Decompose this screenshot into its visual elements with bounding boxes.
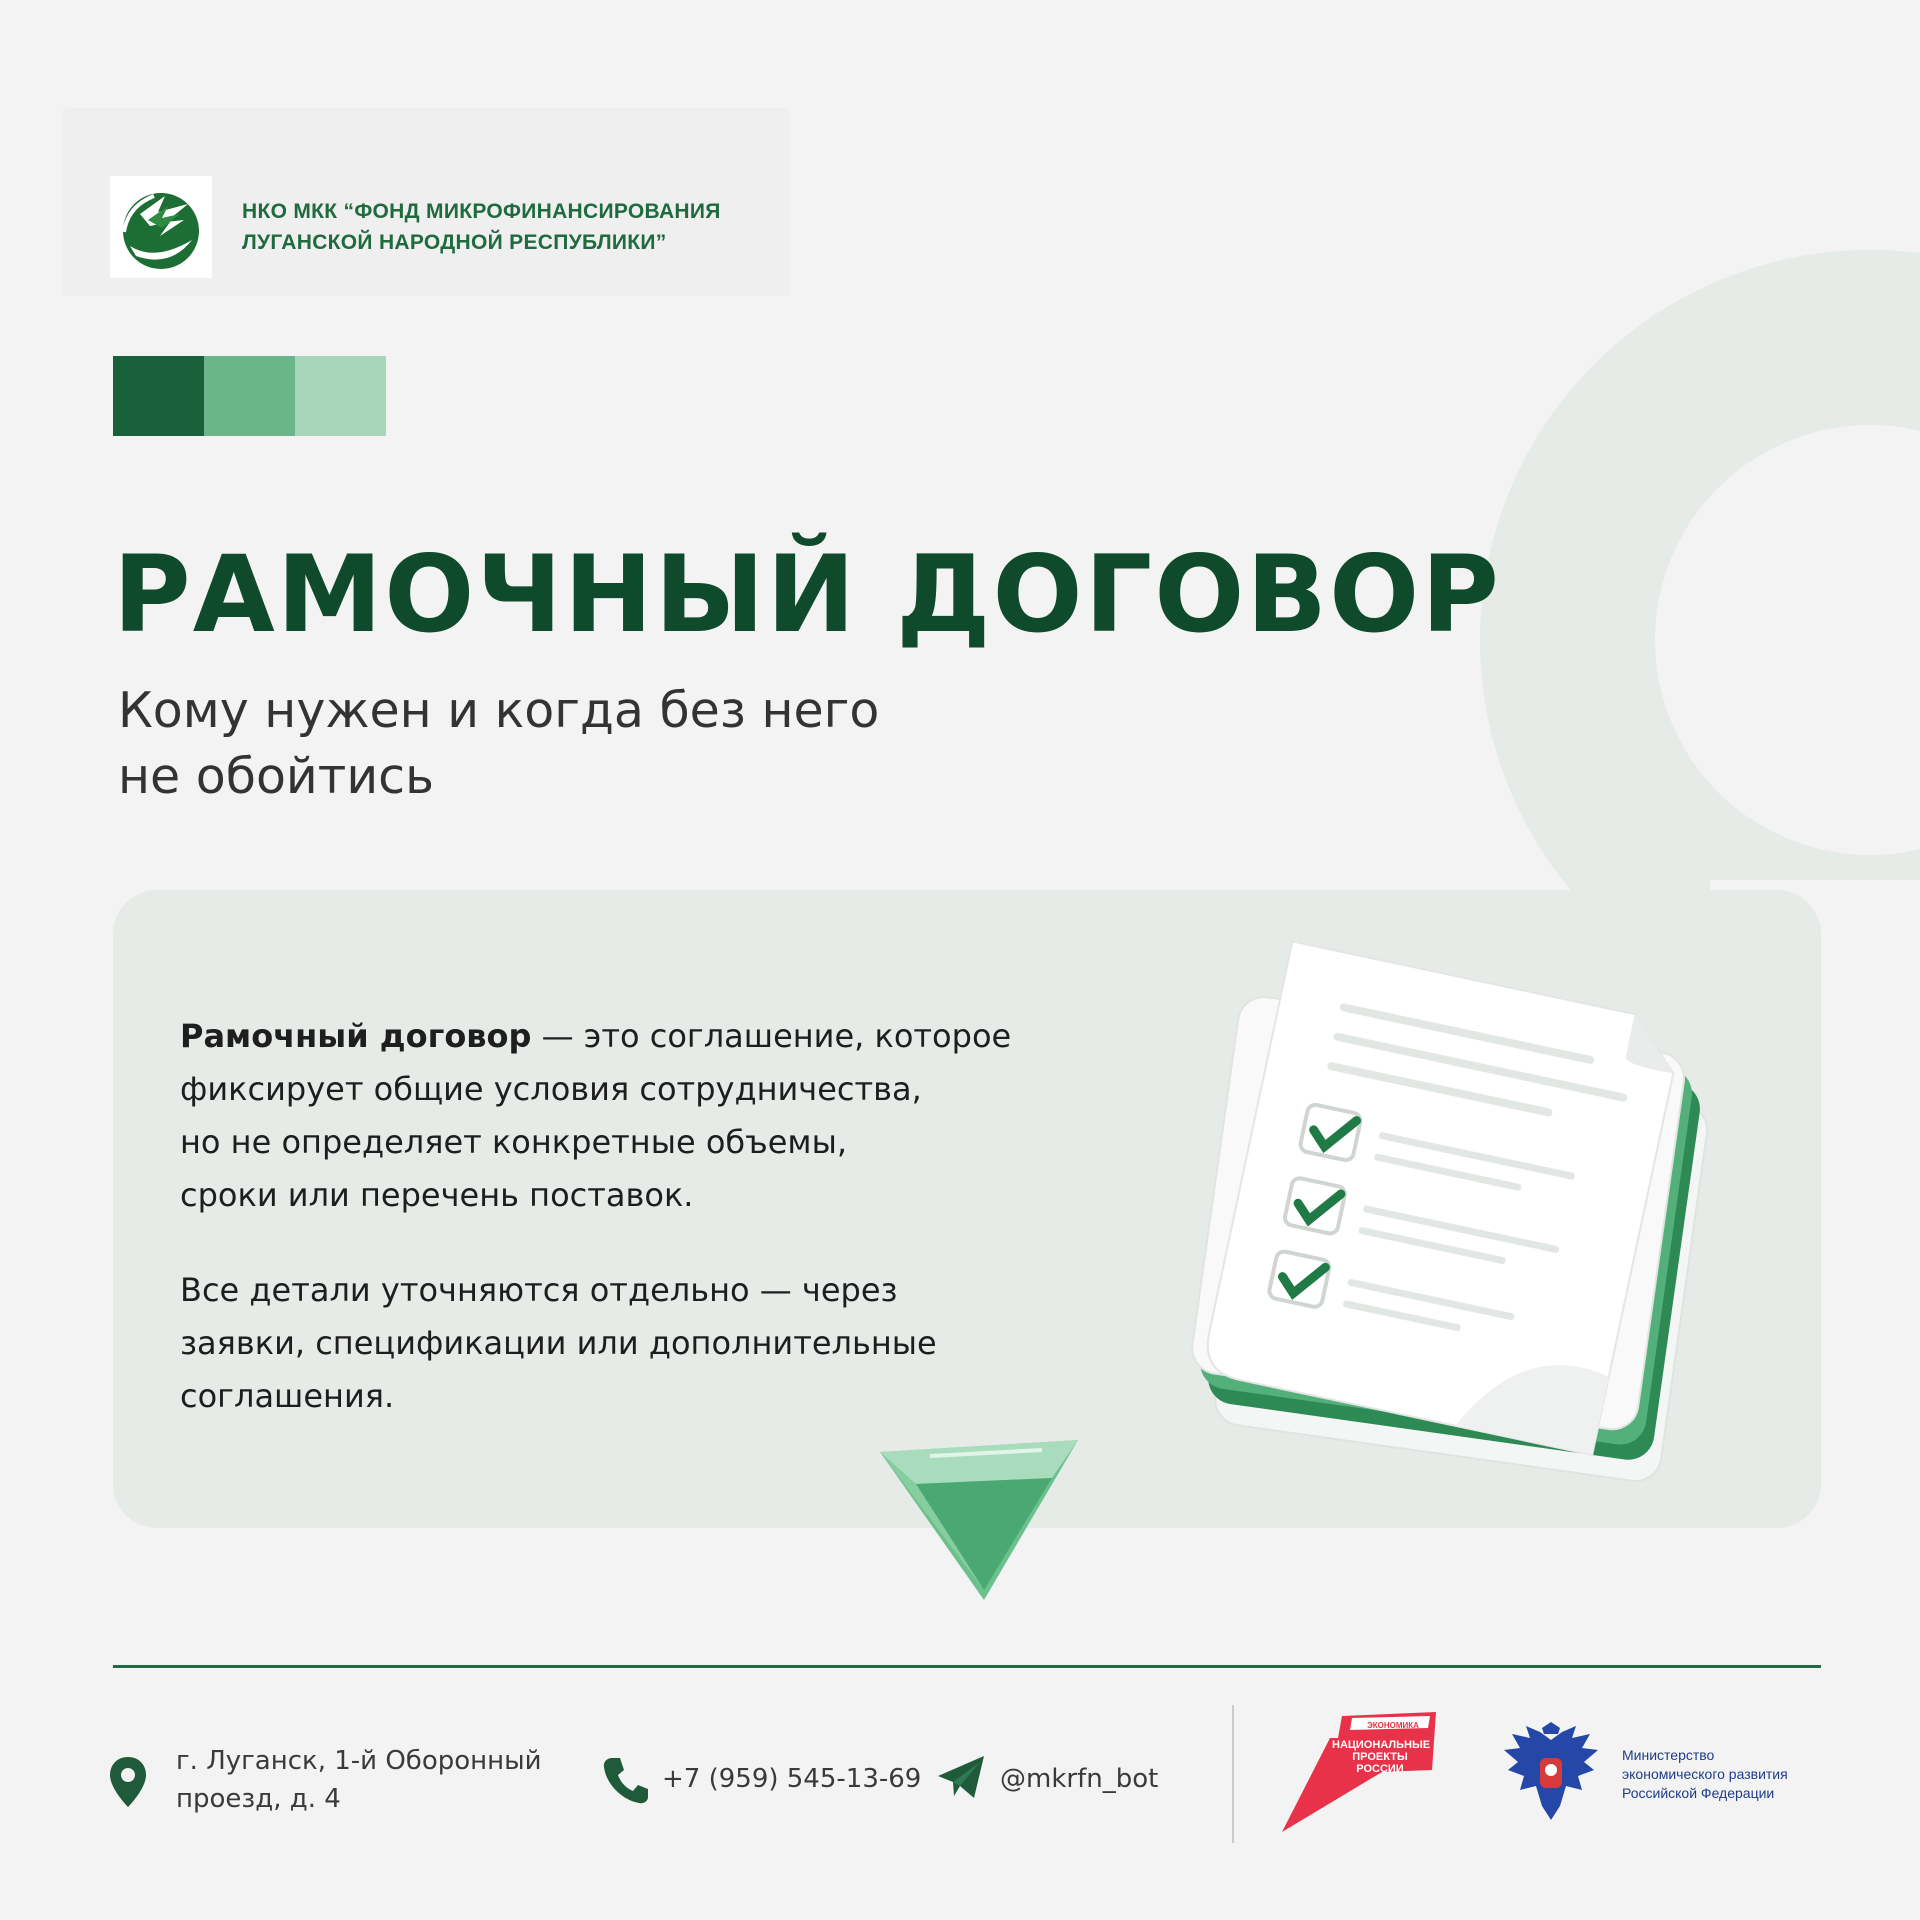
checklist-documents-icon xyxy=(1120,920,1810,1560)
phone-number[interactable]: +7 (959) 545-13-69 xyxy=(662,1764,922,1794)
org-name-line-1: НКО МКК “ФОНД МИКРОФИНАНСИРОВАНИЯ xyxy=(242,200,721,223)
details-paragraph xyxy=(180,1264,1110,1423)
definition-line-1 xyxy=(180,1010,1110,1063)
np-line-2: ПРОЕКТЫ xyxy=(1352,1751,1408,1763)
footer-vertical-divider xyxy=(1232,1705,1234,1843)
swatch-mid-green xyxy=(204,356,295,436)
definition-line-4: сроки или перечень поставок. xyxy=(180,1176,694,1214)
card-text xyxy=(180,1010,1110,1465)
location-pin-icon xyxy=(108,1755,154,1805)
telegram-text[interactable] xyxy=(1000,1760,1158,1798)
telegram-handle[interactable]: @mkrfn_bot xyxy=(1000,1764,1159,1794)
page-title: РАМОЧНЫЙ ДОГОВОР xyxy=(113,533,1501,656)
ministry-line-1: Министерство xyxy=(1622,1747,1715,1763)
details-line-2: заявки, спецификации или дополнительные xyxy=(180,1324,937,1362)
double-headed-eagle-icon xyxy=(1502,1720,1600,1824)
fund-logo-icon xyxy=(110,176,212,278)
page-subtitle xyxy=(118,678,1018,810)
phone-text[interactable] xyxy=(662,1760,921,1798)
definition-term: Рамочный договор xyxy=(180,1017,532,1055)
definition-line-2: фиксирует общие условия сотрудничества, xyxy=(180,1070,922,1108)
ministry-line-3: Российской Федерации xyxy=(1622,1785,1775,1801)
footer-phone[interactable] xyxy=(602,1754,921,1804)
green-crystal-triangle-icon xyxy=(872,1420,1086,1606)
telegram-icon xyxy=(936,1754,982,1804)
national-projects-title xyxy=(1332,1739,1431,1775)
np-line-1: НАЦИОНАЛЬНЫЕ xyxy=(1332,1739,1431,1751)
ministry-name xyxy=(1622,1746,1822,1803)
footer-divider xyxy=(113,1665,1821,1668)
definition-paragraph xyxy=(180,1010,1110,1222)
footer-address xyxy=(108,1742,542,1818)
details-line-1: Все детали уточняются отдельно — через xyxy=(180,1271,898,1309)
subtitle-line-2: не обойтись xyxy=(118,748,434,805)
address-line-1: г. Луганск, 1-й Оборонный xyxy=(176,1746,542,1776)
color-swatches xyxy=(113,356,386,436)
national-projects-category: ЭКОНОМИКА xyxy=(1367,1721,1419,1730)
subtitle-line-1: Кому нужен и когда без него xyxy=(118,682,880,739)
definition-line-3: но не определяет конкретные объемы, xyxy=(180,1123,847,1161)
address-text xyxy=(176,1742,542,1818)
np-line-3: РОССИИ xyxy=(1356,1763,1404,1775)
footer-telegram[interactable] xyxy=(936,1754,1158,1804)
swatch-light-green xyxy=(295,356,386,436)
phone-icon xyxy=(602,1754,648,1804)
definition-line-1-rest: — это соглашение, которое xyxy=(531,1017,1012,1055)
details-line-3: соглашения. xyxy=(180,1377,395,1415)
address-line-2: проезд, д. 4 xyxy=(176,1784,341,1814)
org-name-line-2: ЛУГАНСКОЙ НАРОДНОЙ РЕСПУБЛИКИ” xyxy=(242,231,667,254)
swatch-dark-green xyxy=(113,356,204,436)
organization-name xyxy=(242,196,802,258)
ministry-line-2: экономического развития xyxy=(1622,1766,1788,1782)
